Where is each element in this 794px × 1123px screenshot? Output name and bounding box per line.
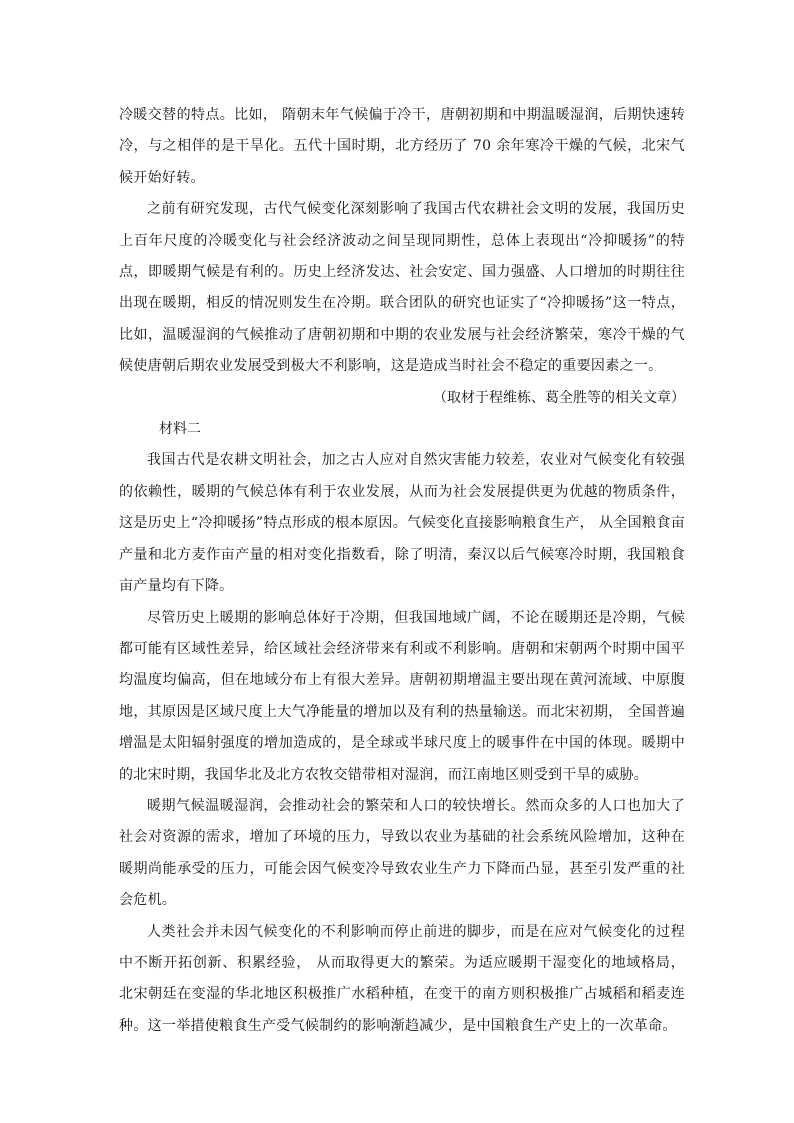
document-body (119, 100, 685, 1042)
paragraph-research-findings: 之前有研究发现，古代气候变化深刻影响了我国古代农耕社会文明的发展，我国历史上百年尺度的冷暖变化与社会经济波动之间呈现同期性，总体上表现出“冷抑暖扬”的特点，即暖期气候是有利的。历史上经济发达、社会安定、国力强盛、人口增加的时期往往出现在暖期，相反的情况则发生在冷期。联合团队的研究也证实了“冷抑暖扬”这一特点，比如，温暖湿润的气候推动了唐朝初期和中期的农业发展与社会经济繁荣，寒冷干燥的气候使唐朝后期农业发展受到极大不利影响，这是造成当时社会不稳定的重要因素之一。 (119, 201, 685, 375)
source-citation: （取材于程维栋、葛全胜等的相关文章） (433, 389, 685, 406)
paragraph-warm-period-pressure: 暖期气候温暖湿润，会推动社会的繁荣和人口的较快增长。然而众多的人口也加大了社会对资源的需求，增加了环境的压力，导致以农业为基础的社会系统风险增加，这种在暖期尚能承受的压力，可能会因气候变冷导致农业生产力下降而凸显，甚至引发严重的社会危机。 (119, 797, 685, 909)
paragraph-adaptation: 人类社会并未因气候变化的不利影响而停止前进的脚步，而是在应对气候变化的过程中不断开拓创新、积累经验， 从而取得更大的繁荣。为适应暖期干湿变化的地域格局， 北宋朝廷在变湿的华北地区积极推广水稻种植，在变干的南方则积极推广占城稻和稻麦连种。这一举措使粮食生产受气候制约的影响渐趋减少，是中国粮食生产史上的一次革命。 (119, 923, 685, 1034)
paragraph-agriculture: 我国古代是农耕文明社会，加之古人应对自然灾害能力较差，农业对气候变化有较强的依赖性，暖期的气候总体有利于农业发展，从而为社会发展提供更为优越的物质条件，这是历史上“冷抑暖扬”特点形成的根本原因。气候变化直接影响粮食生产， 从全国粮食亩产量和北方麦作亩产量的相对变化指数看，除了明清，秦汉以后气候寒冷时期，我国粮食亩产量均有下降。 (119, 452, 685, 595)
paragraph-continuation: 冷暖交替的特点。比如， 隋朝末年气候偏于冷干，唐朝初期和中期温暖湿润，后期快速转冷，与之相伴的是干旱化。五代十国时期，北方经历了 70 余年寒冷干燥的气候，北宋气候开始好转。 (119, 107, 685, 186)
material-two-heading: 材料二 (159, 421, 201, 438)
paragraph-regional-differences: 尽管历史上暖期的影响总体好于冷期，但我国地域广阔，不论在暖期还是冷期，气候都可能有区域性差异，给区域社会经济带来有利或不利影响。唐朝和宋朝两个时期中国平均温度均偏高，但在地域分布上有很大差异。唐朝初期增温主要出现在黄河流域、中原腹地，其原因是区域尺度上大气净能量的增加以及有利的热量输送。而北宋初期， 全国普遍增温是太阳辐射强度的增加造成的，是全球或半球尺度上的暖事件在中国的体现。暖期中的北宋时期，我国华北及北方农牧交错带相对湿润，而江南地区则受到干旱的威胁。 (119, 609, 685, 783)
